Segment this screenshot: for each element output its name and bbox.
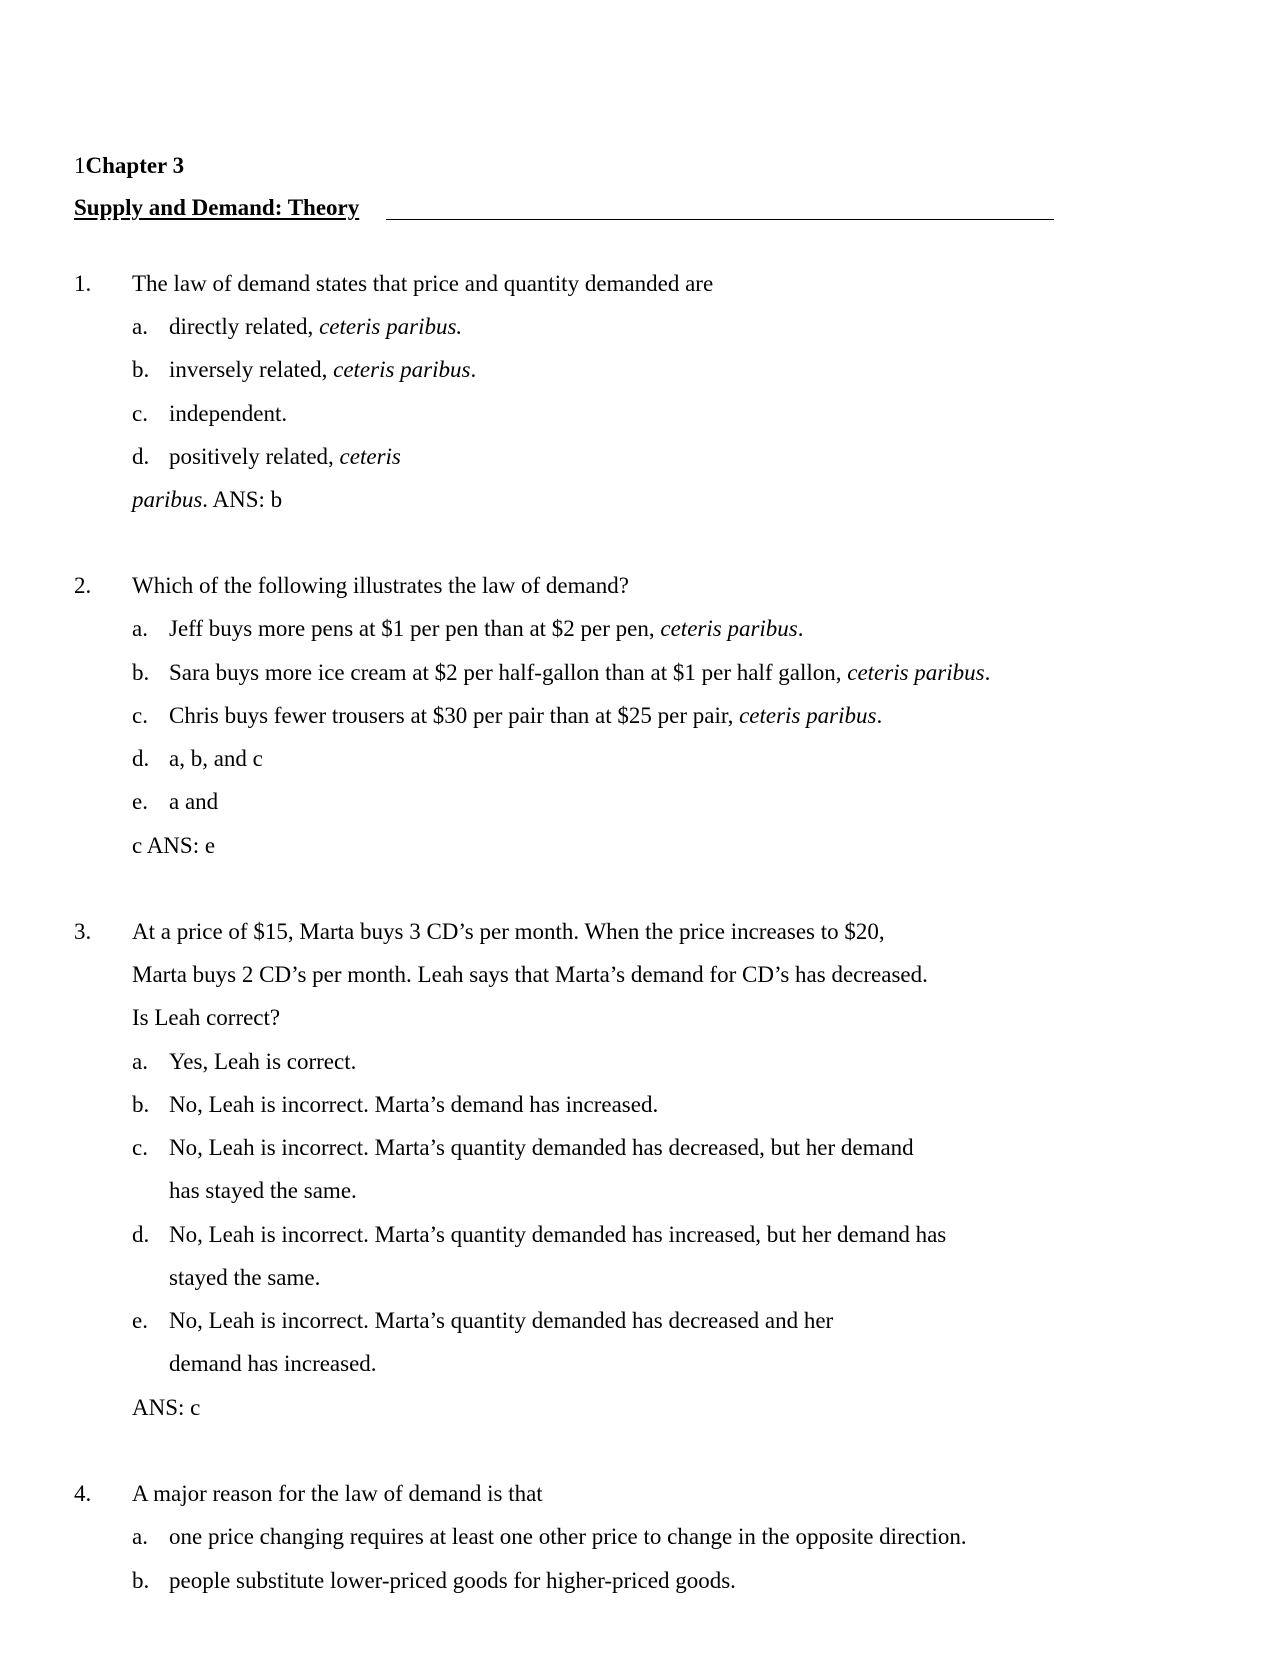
option-text: a and <box>169 789 219 814</box>
option-letter: b. <box>132 660 150 685</box>
option-letter: d. <box>132 1222 150 1247</box>
option-text: No, Leah is incorrect. Marta’s quantity demanded has decreased, but her demand <box>169 1135 914 1160</box>
question-number: 1. <box>74 271 92 296</box>
answer-line: c ANS: e <box>132 833 216 858</box>
option-letter: b. <box>132 1568 150 1593</box>
option-text: Sara buys more ice cream at $2 per half-gallon than at $1 per half gallon, ceteris paribus. <box>169 660 991 685</box>
option-letter: e. <box>132 1308 148 1333</box>
section-title: Supply and Demand: Theory <box>74 195 360 220</box>
question-stem: The law of demand states that price and quantity demanded are <box>132 271 714 296</box>
option-text: one price changing requires at least one other price to change in the opposite direction. <box>169 1524 967 1549</box>
option-text-continued: demand has increased. <box>169 1351 377 1376</box>
option-text: Yes, Leah is correct. <box>169 1049 357 1074</box>
option-text: No, Leah is incorrect. Marta’s quantity demanded has decreased and her <box>169 1308 834 1333</box>
option-text-continued: has stayed the same. <box>169 1178 357 1203</box>
option-text: Jeff buys more pens at $1 per pen than at $2 per pen, ceteris paribus. <box>169 616 804 641</box>
option-letter: b. <box>132 357 150 382</box>
question-stem: Is Leah correct? <box>132 1005 281 1030</box>
question-number: 3. <box>74 919 92 944</box>
chapter-label: Chapter 3 <box>85 153 185 178</box>
option-text: people substitute lower-priced goods for higher-priced goods. <box>169 1568 736 1593</box>
option-text: directly related, ceteris paribus. <box>169 314 463 339</box>
option-text: independent. <box>169 401 288 426</box>
option-letter: c. <box>132 1135 148 1160</box>
question-stem: Which of the following illustrates the law of demand? <box>132 573 629 598</box>
title-underline-rule <box>386 219 1054 220</box>
option-letter: e. <box>132 789 148 814</box>
question-number: 2. <box>74 573 92 598</box>
option-text: No, Leah is incorrect. Marta’s quantity demanded has increased, but her demand has <box>169 1222 947 1247</box>
option-text: No, Leah is incorrect. Marta’s demand has increased. <box>169 1092 659 1117</box>
option-letter: c. <box>132 401 148 426</box>
question-number: 4. <box>74 1481 92 1506</box>
option-text: inversely related, ceteris paribus. <box>169 357 477 382</box>
answer-line: ANS: c <box>132 1395 201 1420</box>
chapter-heading <box>74 154 184 177</box>
option-text: Chris buys fewer trousers at $30 per pair than at $25 per pair, ceteris paribus. <box>169 703 883 728</box>
question-stem: A major reason for the law of demand is that <box>132 1481 543 1506</box>
answer-line: paribus. ANS: b <box>132 487 283 512</box>
page-prefix: 1 <box>74 153 86 178</box>
option-letter: d. <box>132 444 150 469</box>
option-text: a, b, and c <box>169 746 263 771</box>
option-letter: a. <box>132 314 148 339</box>
option-text-continued: stayed the same. <box>169 1265 321 1290</box>
option-letter: a. <box>132 1049 148 1074</box>
option-letter: d. <box>132 746 150 771</box>
option-letter: b. <box>132 1092 150 1117</box>
option-letter: c. <box>132 703 148 728</box>
option-letter: a. <box>132 1524 148 1549</box>
option-text: positively related, ceteris <box>169 444 401 469</box>
question-stem: Marta buys 2 CD’s per month. Leah says that Marta’s demand for CD’s has decreased. <box>132 962 928 987</box>
option-letter: a. <box>132 616 148 641</box>
question-stem: At a price of $15, Marta buys 3 CD’s per month. When the price increases to $20, <box>132 919 885 944</box>
